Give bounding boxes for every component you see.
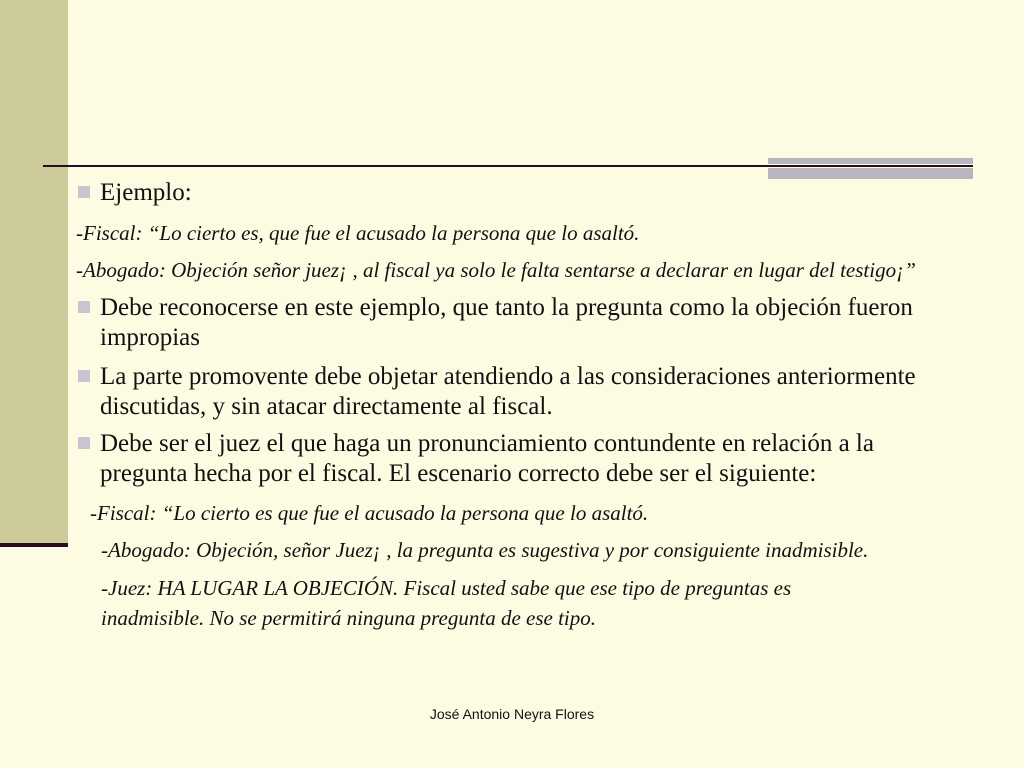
scenario-line-fiscal: -Fiscal: “Lo cierto es que fue el acusado la persona que lo asaltó.	[90, 501, 649, 525]
bullet-text: Debe ser el juez el que haga un pronunciamiento contundente en relación a la	[100, 430, 874, 457]
scenario-line-juez-continued: inadmisible. No se permitirá ninguna pregunta de ese tipo.	[101, 606, 597, 630]
bullet-marker-icon	[78, 301, 90, 313]
scenario-line-abogado: -Abogado: Objeción, señor Juez¡ , la pregunta es sugestiva y por consiguiente inadmisible.	[101, 538, 869, 562]
example-line-abogado: -Abogado: Objeción señor juez¡ , al fiscal ya solo le falta sentarse a declarar en lugar del testigo¡”	[76, 258, 916, 282]
slide-footer-author: José Antonio Neyra Flores	[429, 706, 595, 722]
example-line-fiscal: -Fiscal: “Lo cierto es, que fue el acusado la persona que lo asaltó.	[76, 221, 640, 245]
bullet-text-continued: pregunta hecha por el fiscal. El escenario correcto debe ser el siguiente:	[100, 460, 817, 487]
bullet-marker-icon	[78, 437, 90, 449]
bullet-marker-icon	[78, 370, 90, 382]
bullet-marker-icon	[78, 186, 90, 198]
bullet-text: La parte promovente debe objetar atendiendo a las consideraciones anteriormente	[100, 363, 916, 390]
bullet-text: Ejemplo:	[100, 179, 192, 206]
bullet-text: Debe reconocerse en este ejemplo, que tanto la pregunta como la objeción fueron	[100, 294, 913, 321]
scenario-line-juez: -Juez: HA LUGAR LA OBJECIÓN. Fiscal usted sabe que ese tipo de preguntas es	[101, 576, 792, 600]
bullet-text-continued: discutidas, y sin atacar directamente al fiscal.	[100, 393, 553, 420]
bullet-text-continued: impropias	[100, 324, 200, 351]
